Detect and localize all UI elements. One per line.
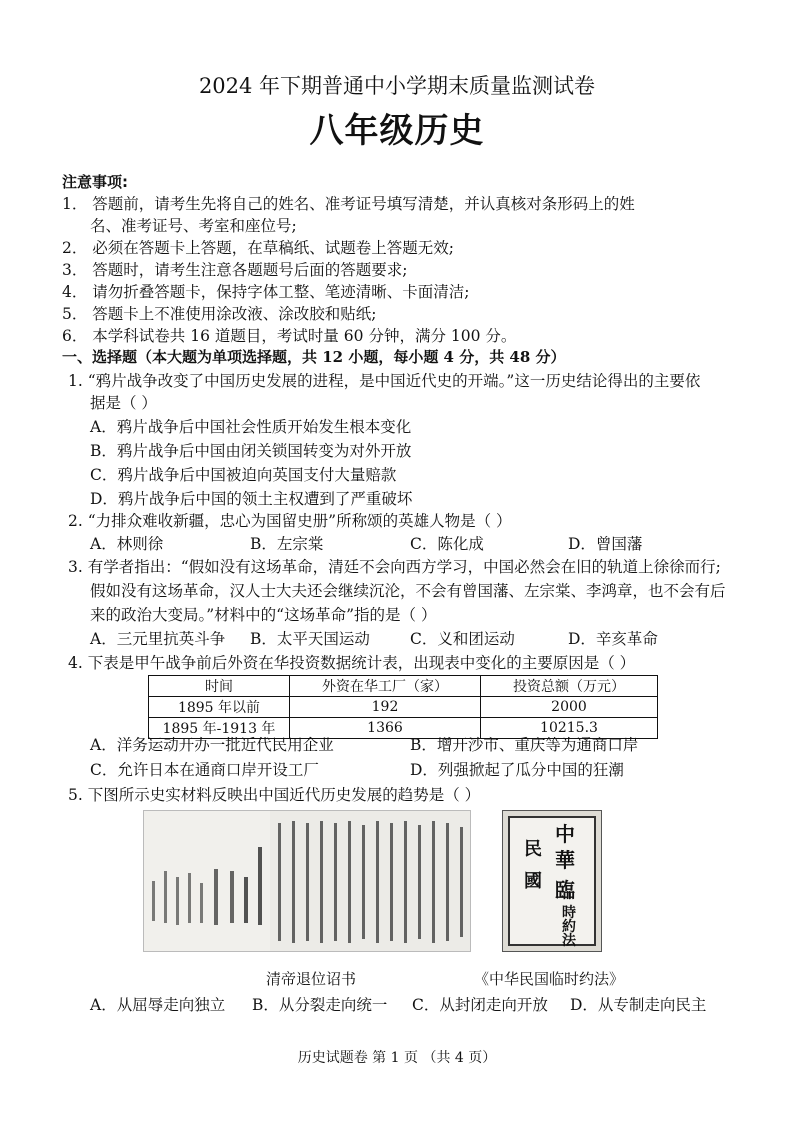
- q5-option-d: D．从专制走向民主: [570, 996, 707, 1014]
- notice-item-3: 3． 答题时，请考生注意各题题号后面的答题要求;: [62, 261, 408, 279]
- table-row: [149, 697, 658, 718]
- q5-option-b: B．从分裂走向统一: [252, 996, 388, 1014]
- q2-option-a: A．林则徐: [90, 535, 164, 553]
- q2-option-d: D．曾国藩: [568, 535, 643, 553]
- q3-option-d: D．辛亥革命: [568, 630, 658, 648]
- abdication-edict-image: [143, 810, 471, 952]
- q5-stem: 5. 下图所示史实材料反映出中国近代历史发展的趋势是（ ）: [68, 786, 481, 804]
- q3-stem-cont-1: 假如没有这场革命，汉人士大夫还会继续沉沦，不会有曾国藩、左宗棠、李鸿章，也不会有后: [90, 582, 726, 600]
- q3-option-b: B．太平天国运动: [250, 630, 370, 648]
- investment-table: [148, 675, 658, 739]
- q2-stem: 2. “力排众难收新疆，忠心为国留史册”所称颂的英雄人物是（ ）: [68, 512, 512, 530]
- q3-option-c: C．义和团运动: [410, 630, 515, 648]
- q1-stem-cont: 据是（ ）: [90, 394, 157, 412]
- q5-option-c: C．从封闭走向开放: [412, 996, 548, 1014]
- svg-text:時: 時: [562, 905, 576, 921]
- q5-option-a: A．从屈辱走向独立: [90, 996, 226, 1014]
- table-header-cell: 投资总额（万元）: [481, 676, 658, 697]
- table-cell: 1895 年-1913 年: [149, 718, 290, 739]
- caption-provisional-constitution: 《中华民国临时约法》: [474, 970, 625, 988]
- table-header-row: [149, 676, 658, 697]
- notice-item-4: 4． 请勿折叠答题卡，保持字体工整、笔迹清晰、卡面清洁;: [62, 283, 470, 301]
- notice-item-6: 6． 本学科试卷共 16 道题目，考试时量 60 分钟，满分 100 分。: [62, 327, 517, 345]
- q2-option-b: B．左宗棠: [250, 535, 324, 553]
- q4-option-c: C．允许日本在通商口岸开设工厂: [90, 761, 319, 779]
- q3-stem-cont-2: 来的政治大变局。”材料中的“这场革命”指的是（ ）: [90, 606, 437, 624]
- q1-option-b: B．鸦片战争后中国由闭关锁国转变为对外开放: [90, 442, 412, 460]
- provisional-constitution-cover-image: [502, 810, 602, 952]
- q3-option-a: A．三元里抗英斗争: [90, 630, 226, 648]
- table-cell: 1895 年以前: [149, 697, 290, 718]
- svg-text:中: 中: [555, 822, 575, 846]
- svg-text:民: 民: [524, 839, 542, 860]
- q1-stem: 1. “鸦片战争改变了中国历史发展的进程，是中国近代史的开端。”这一历史结论得出的主要依: [68, 372, 701, 390]
- table-cell: 2000: [481, 697, 658, 718]
- q1-option-a: A．鸦片战争后中国社会性质开始发生根本变化: [90, 418, 412, 436]
- svg-text:臨: 臨: [555, 878, 575, 902]
- caption-abdication-edict: 清帝退位诏书: [266, 970, 357, 988]
- notice-item-5: 5． 答题卡上不准使用涂改液、涂改胶和贴纸;: [62, 305, 377, 323]
- q4-option-d: D．列强掀起了瓜分中国的狂潮: [410, 761, 624, 779]
- notice-item-1-cont: 名、准考证号、考室和座位号;: [90, 217, 297, 235]
- table-cell: 192: [290, 697, 481, 718]
- table-header-cell: 外资在华工厂（家）: [290, 676, 481, 697]
- svg-text:法: 法: [562, 933, 576, 949]
- q1-option-c: C．鸦片战争后中国被迫向英国支付大量赔款: [90, 466, 397, 484]
- section-heading: 一、选择题（本大题为单项选择题，共 12 小题，每小题 4 分，共 48 分）: [62, 348, 566, 366]
- svg-text:約: 約: [562, 919, 576, 935]
- notice-heading: 注意事项:: [62, 173, 128, 191]
- notice-item-1: 1． 答题前，请考生先将自己的姓名、准考证号填写清楚，并认真核对条形码上的姓: [62, 195, 635, 213]
- subject-title: 八年级历史: [309, 111, 485, 151]
- svg-text:華: 華: [555, 848, 575, 872]
- table-cell: 10215.3: [481, 718, 658, 739]
- table-cell: 1366: [290, 718, 481, 739]
- q4-option-a: A．洋务运动开办一批近代民用企业: [90, 736, 334, 754]
- page-footer: 历史试题卷 第 1 页 （共 4 页）: [297, 1050, 497, 1066]
- q1-option-d: D．鸦片战争后中国的领土主权遭到了严重破坏: [90, 490, 413, 508]
- svg-text:國: 國: [524, 871, 542, 892]
- exam-title: 2024 年下期普通中小学期末质量监测试卷: [198, 74, 596, 98]
- q4-stem: 4. 下表是甲午战争前后外资在华投资数据统计表，出现表中变化的主要原因是（ ）: [68, 654, 636, 672]
- table-header-cell: 时间: [149, 676, 290, 697]
- q2-option-c: C．陈化成: [410, 535, 484, 553]
- q3-stem: 3. 有学者指出：“假如没有这场革命，清廷不会向西方学习，中国必然会在旧的轨道上徐徐而行;: [68, 558, 721, 576]
- notice-item-2: 2． 必须在答题卡上答题，在草稿纸、试题卷上答题无效;: [62, 239, 455, 257]
- q4-option-b: B．增开沙市、重庆等为通商口岸: [410, 736, 639, 754]
